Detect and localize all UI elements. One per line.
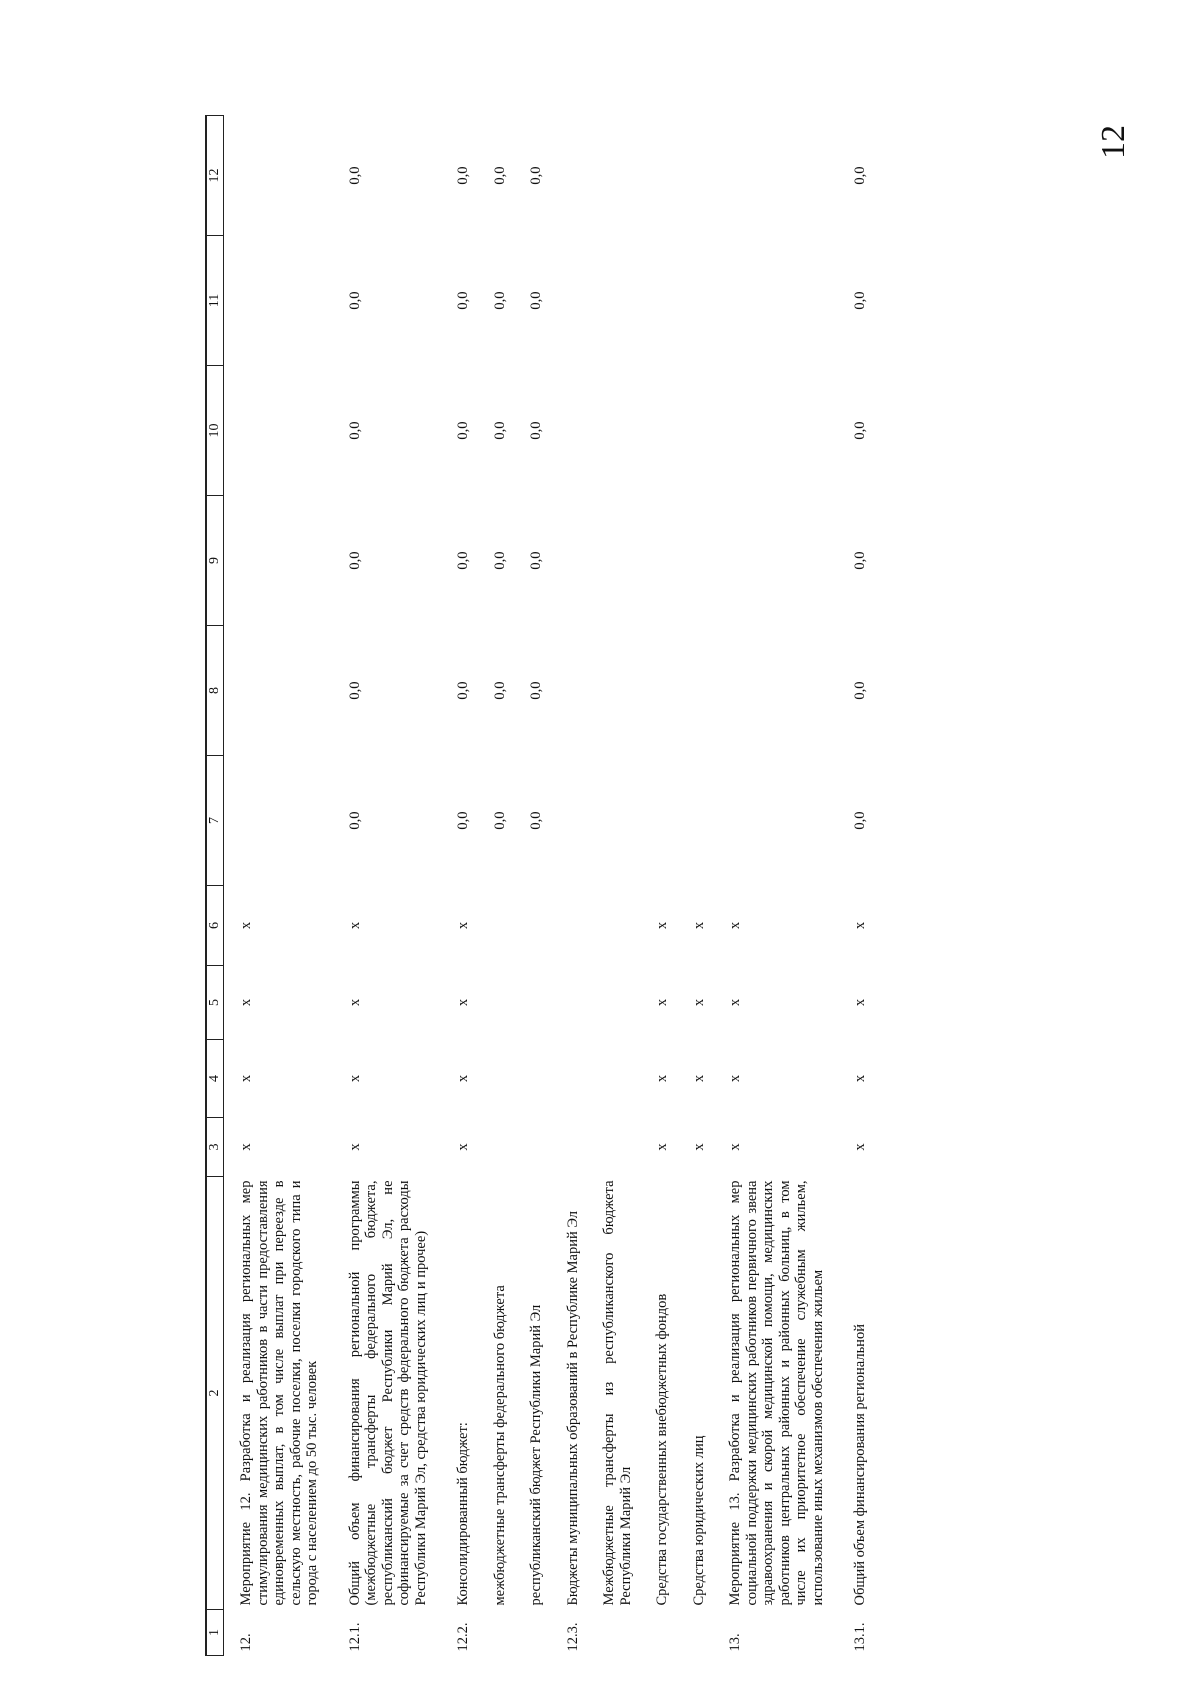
cell: х xyxy=(455,1074,471,1083)
cell: 0,0 xyxy=(455,551,471,570)
header-row xyxy=(206,116,224,1656)
cell xyxy=(508,966,545,1040)
column-header: 4 xyxy=(206,1040,224,1118)
column-header: 3 xyxy=(206,1118,224,1177)
cell: х xyxy=(852,921,868,930)
cell: х xyxy=(238,921,254,930)
cell xyxy=(224,116,321,236)
cell xyxy=(545,756,582,886)
cell: 0,0 xyxy=(346,551,363,570)
cell xyxy=(707,756,826,886)
cell: 0,0 xyxy=(852,551,868,570)
cell: 0,0 xyxy=(346,166,363,185)
cell xyxy=(508,886,545,966)
cell xyxy=(545,1118,582,1177)
cell xyxy=(581,366,634,496)
cell: 0,0 xyxy=(455,681,471,700)
table-row xyxy=(581,116,634,1656)
table-row xyxy=(545,116,582,1656)
cell: х xyxy=(346,1143,363,1151)
cell: х xyxy=(852,998,868,1007)
cell xyxy=(581,116,634,236)
table-row xyxy=(508,116,545,1656)
cell xyxy=(545,496,582,626)
row-number xyxy=(634,1610,671,1656)
row-number xyxy=(671,1610,708,1656)
row-name: Межбюджетные трансферты из республиканского бюджета Республики Марий Эл xyxy=(601,1180,634,1606)
row-name: Общий объем финансирования региональной программы (межбюджетные трансферты федерального бюджета, республиканский бюджет Республики Марий Эл, не софинансируемые за счет средств федерального бюджета расходы Республики Марий Эл, средства юридических лиц и прочее) xyxy=(346,1180,429,1606)
cell: х xyxy=(690,1074,707,1083)
cell xyxy=(634,756,671,886)
cell: х xyxy=(690,921,707,930)
table-row xyxy=(429,116,472,1656)
cell xyxy=(581,886,634,966)
cell xyxy=(472,1040,509,1118)
row-number: 13. xyxy=(727,1633,743,1652)
row-number xyxy=(581,1610,634,1656)
column-header: 9 xyxy=(206,496,224,626)
cell: 0,0 xyxy=(528,811,544,830)
cell: 0,0 xyxy=(455,811,471,830)
cell xyxy=(472,1118,509,1177)
row-number xyxy=(472,1610,509,1656)
cell xyxy=(707,626,826,756)
cell xyxy=(545,1040,582,1118)
cell: х xyxy=(238,1074,254,1083)
cell: 0,0 xyxy=(852,681,868,700)
cell: 0,0 xyxy=(528,681,544,700)
cell: х xyxy=(727,998,743,1007)
table-row xyxy=(472,116,509,1656)
table-row xyxy=(671,116,708,1656)
cell: 0,0 xyxy=(528,551,544,570)
cell xyxy=(472,886,509,966)
cell: 0,0 xyxy=(346,811,363,830)
cell: х xyxy=(238,998,254,1007)
row-name: Общий объем финансирования региональной xyxy=(852,1324,868,1606)
cell xyxy=(671,626,708,756)
cell xyxy=(545,366,582,496)
table-row xyxy=(321,116,430,1656)
cell: 0,0 xyxy=(491,681,508,700)
row-name: Средства юридических лиц xyxy=(690,1435,707,1606)
column-header: 8 xyxy=(206,626,224,756)
cell xyxy=(707,366,826,496)
cell xyxy=(707,236,826,366)
column-header: 5 xyxy=(206,966,224,1040)
cell: 0,0 xyxy=(852,421,868,440)
cell: х xyxy=(690,998,707,1007)
column-header: 12 xyxy=(206,116,224,236)
cell xyxy=(671,366,708,496)
cell: 0,0 xyxy=(528,166,544,185)
cell xyxy=(581,1040,634,1118)
cell xyxy=(707,116,826,236)
cell xyxy=(581,966,634,1040)
table-row xyxy=(224,116,321,1656)
cell xyxy=(224,496,321,626)
cell xyxy=(581,1118,634,1177)
cell: х xyxy=(654,1074,670,1083)
cell: 0,0 xyxy=(491,166,508,185)
column-header: 10 xyxy=(206,366,224,496)
column-header: 11 xyxy=(206,236,224,366)
row-name: межбюджетные трансферты федерального бюджета xyxy=(491,1285,508,1606)
row-name: республиканский бюджет Республики Марий Эл xyxy=(528,1304,544,1606)
row-number: 13.1. xyxy=(852,1622,868,1652)
column-header: 6 xyxy=(206,886,224,966)
cell: 0,0 xyxy=(528,421,544,440)
cell: 0,0 xyxy=(346,681,363,700)
cell xyxy=(671,496,708,626)
cell: х xyxy=(455,998,471,1007)
row-number: 12.2. xyxy=(455,1622,471,1652)
cell: 0,0 xyxy=(346,421,363,440)
cell: 0,0 xyxy=(455,166,471,185)
cell: 0,0 xyxy=(455,291,471,310)
cell: х xyxy=(727,1074,743,1083)
cell xyxy=(224,236,321,366)
cell xyxy=(707,496,826,626)
cell: х xyxy=(238,1143,254,1151)
cell xyxy=(545,886,582,966)
row-number: 12.1. xyxy=(346,1622,363,1652)
cell xyxy=(545,626,582,756)
cell: х xyxy=(346,1074,363,1083)
row-name: Бюджеты муниципальных образований в Республике Марий Эл xyxy=(564,1211,581,1606)
row-number xyxy=(508,1610,545,1656)
cell: х xyxy=(346,921,363,930)
cell: 0,0 xyxy=(491,421,508,440)
cell: х xyxy=(654,1143,670,1151)
cell xyxy=(545,966,582,1040)
cell xyxy=(508,1040,545,1118)
cell: 0,0 xyxy=(455,421,471,440)
cell: 0,0 xyxy=(528,291,544,310)
cell xyxy=(634,496,671,626)
row-name: Мероприятие 12. Разработка и реализация региональных мер стимулирования медицинских работников в части предоставления единовременных выплат, в том числе выплат при переезде в сельскую местность, рабочие поселки, поселки городского типа и города с населением до 50 тыс. человек xyxy=(238,1180,320,1606)
financing-table xyxy=(205,115,869,1656)
cell: 0,0 xyxy=(852,166,868,185)
cell: х xyxy=(690,1143,707,1151)
cell: х xyxy=(455,921,471,930)
cell xyxy=(472,966,509,1040)
row-name: Консолидированный бюджет: xyxy=(455,1422,471,1606)
column-header: 1 xyxy=(206,1610,224,1656)
cell xyxy=(634,236,671,366)
cell xyxy=(224,756,321,886)
row-number: 12. xyxy=(238,1633,254,1652)
cell xyxy=(545,236,582,366)
cell xyxy=(671,236,708,366)
column-header: 2 xyxy=(206,1177,224,1610)
rotated-table-container xyxy=(205,116,1005,1656)
cell: х xyxy=(654,921,670,930)
cell xyxy=(671,756,708,886)
cell xyxy=(671,116,708,236)
cell xyxy=(224,366,321,496)
cell: х xyxy=(346,998,363,1007)
cell: х xyxy=(727,921,743,930)
cell: х xyxy=(852,1074,868,1083)
table-row xyxy=(634,116,671,1656)
cell xyxy=(508,1118,545,1177)
cell xyxy=(581,496,634,626)
cell: 0,0 xyxy=(491,811,508,830)
row-name: Мероприятие 13. Разработка и реализация региональных мер социальной поддержки медицинских работников первичного звена здравоохранения и скорой медицинской помощи, медицинских работников центральных районных и районных больниц, в том числе их приоритетное обеспечение служебным жильем, использование иных механизмов обеспечения жильем xyxy=(727,1180,826,1606)
cell xyxy=(634,116,671,236)
cell: х xyxy=(727,1143,743,1151)
cell: х xyxy=(852,1143,868,1151)
cell xyxy=(634,626,671,756)
row-name: Средства государственных внебюджетных фондов xyxy=(654,1293,670,1606)
cell xyxy=(224,626,321,756)
table-row xyxy=(826,116,869,1656)
cell: 0,0 xyxy=(491,551,508,570)
cell xyxy=(581,626,634,756)
row-number: 12.3. xyxy=(564,1622,581,1652)
cell: 0,0 xyxy=(346,291,363,310)
cell: х xyxy=(654,998,670,1007)
cell xyxy=(581,236,634,366)
cell: 0,0 xyxy=(491,291,508,310)
column-header: 7 xyxy=(206,756,224,886)
cell xyxy=(545,116,582,236)
cell: 0,0 xyxy=(852,811,868,830)
cell xyxy=(581,756,634,886)
table-row xyxy=(707,116,826,1656)
page-number: 12 xyxy=(1095,125,1132,159)
cell: х xyxy=(455,1143,471,1151)
cell: 0,0 xyxy=(852,291,868,310)
cell xyxy=(634,366,671,496)
